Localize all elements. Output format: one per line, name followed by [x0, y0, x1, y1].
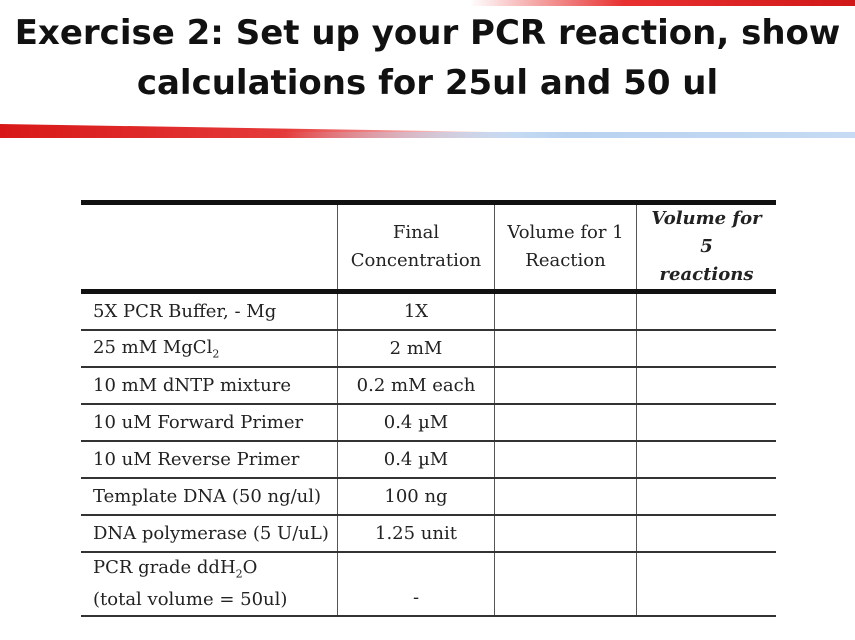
reagent-cell: 10 mM dNTP mixture	[81, 367, 338, 404]
header-final-concentration: Final Concentration	[338, 203, 495, 292]
volume-5-cell[interactable]	[637, 367, 777, 404]
volume-1-cell[interactable]	[495, 330, 637, 367]
table-row	[81, 552, 776, 616]
final-concentration-cell: 100 ng	[338, 478, 495, 515]
decorative-stripe-bottom	[0, 118, 855, 140]
table-row	[81, 478, 776, 515]
volume-1-cell[interactable]	[495, 404, 637, 441]
final-concentration-cell: 1.25 unit	[338, 515, 495, 552]
volume-5-cell[interactable]	[637, 515, 777, 552]
volume-1-cell[interactable]	[495, 292, 637, 331]
reagent-cell: 5X PCR Buffer, - Mg	[81, 292, 338, 331]
pcr-reaction-table	[81, 200, 776, 617]
reagent-cell: DNA polymerase (5 U/uL)	[81, 515, 338, 552]
reagent-cell: 10 uM Reverse Primer	[81, 441, 338, 478]
volume-5-cell[interactable]	[637, 478, 777, 515]
table-row	[81, 330, 776, 367]
header-volume-1-reaction: Volume for 1 Reaction	[495, 203, 637, 292]
table-row	[81, 367, 776, 404]
decorative-blue-stripe	[280, 132, 855, 138]
table-row	[81, 441, 776, 478]
volume-1-cell[interactable]	[495, 367, 637, 404]
volume-5-cell[interactable]	[637, 292, 777, 331]
reagent-cell: 25 mM MgCl$_2$	[81, 330, 338, 367]
volume-1-cell[interactable]	[495, 552, 637, 616]
volume-1-cell[interactable]	[495, 515, 637, 552]
slide-title	[0, 8, 855, 108]
volume-1-cell[interactable]	[495, 478, 637, 515]
table-header-row	[81, 203, 776, 292]
slide-title-line-1: Exercise 2: Set up your PCR reaction, show	[14, 13, 841, 53]
slide-title-line-2: calculations for 25ul and 50 ul	[136, 63, 719, 103]
reagent-cell: PCR grade ddH$_2$O (total volume = 50ul)	[81, 552, 338, 616]
decorative-red-stripe-top	[470, 0, 855, 6]
volume-5-cell[interactable]	[637, 552, 777, 616]
volume-5-cell[interactable]	[637, 404, 777, 441]
table-row	[81, 292, 776, 331]
final-concentration-cell: 0.2 mM each	[338, 367, 495, 404]
final-concentration-cell: 2 mM	[338, 330, 495, 367]
table-row	[81, 515, 776, 552]
volume-5-cell[interactable]	[637, 441, 777, 478]
final-concentration-cell: -	[338, 552, 495, 616]
volume-5-cell[interactable]	[637, 330, 777, 367]
final-concentration-cell: 1X	[338, 292, 495, 331]
reagent-cell: Template DNA (50 ng/ul)	[81, 478, 338, 515]
final-concentration-cell: 0.4 µM	[338, 404, 495, 441]
header-volume-5-reactions: Volume for 5 reactions	[637, 203, 777, 292]
final-concentration-cell: 0.4 µM	[338, 441, 495, 478]
table-row	[81, 404, 776, 441]
reagent-cell: 10 uM Forward Primer	[81, 404, 338, 441]
volume-1-cell[interactable]	[495, 441, 637, 478]
header-reagent	[81, 203, 338, 292]
